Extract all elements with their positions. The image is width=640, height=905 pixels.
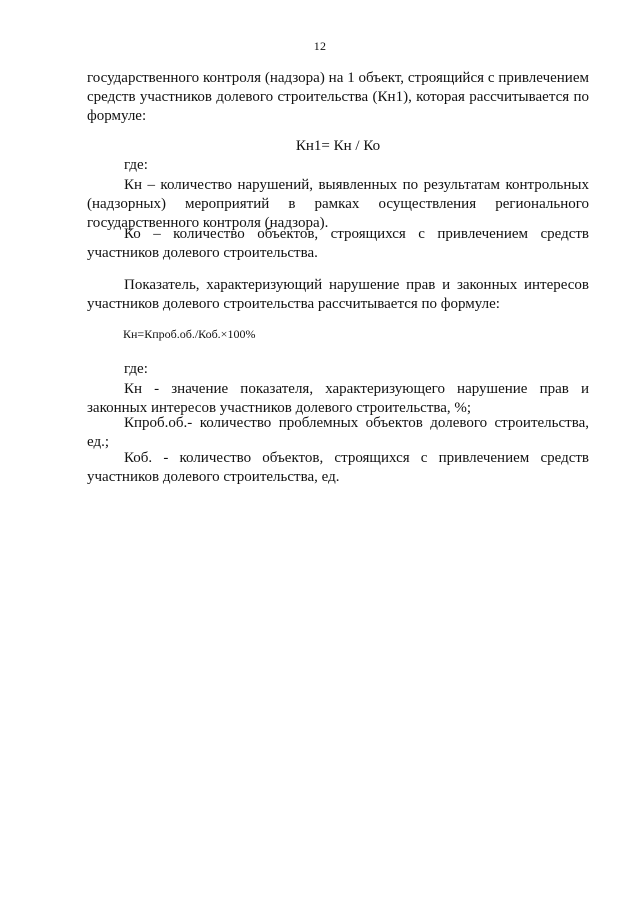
indicator-paragraph: Показатель, характеризующий нарушение прав и законных интересов участников долевого строительства рассчитывается по формуле: <box>87 277 589 312</box>
definition-kob: Коб. - количество объектов, строящихся с привлечением средств участников долевого строительства, ед. <box>87 450 589 485</box>
definition-ko: Ко – количество объектов, строящихся с привлечением средств участников долевого строительства. <box>87 226 589 261</box>
formula-kn: Кн=Кпроб.об./Коб.×100% <box>123 327 256 341</box>
page-number: 12 <box>313 39 327 53</box>
formula-kn1: Кн1= Кн / Ко <box>295 138 381 154</box>
where-label-1: где: <box>124 157 148 173</box>
intro-paragraph: государственного контроля (надзора) на 1 объект, строящийся с привлечением средств участников долевого строительства (Кн1), которая рассчитывается по формуле: <box>87 70 589 124</box>
definition-kn: Кн – количество нарушений, выявленных по результатам контрольных (надзорных) мероприятий в рамках осуществления регионального государственного контроля (надзора). <box>87 177 589 231</box>
where-label-2: где: <box>124 361 148 377</box>
definition-kn-value: Кн - значение показателя, характеризующего нарушение прав и законных интересов участников долевого строительства, %; <box>87 381 589 416</box>
definition-kprob: Кпроб.об.- количество проблемных объектов долевого строительства, ед.; <box>87 415 589 450</box>
